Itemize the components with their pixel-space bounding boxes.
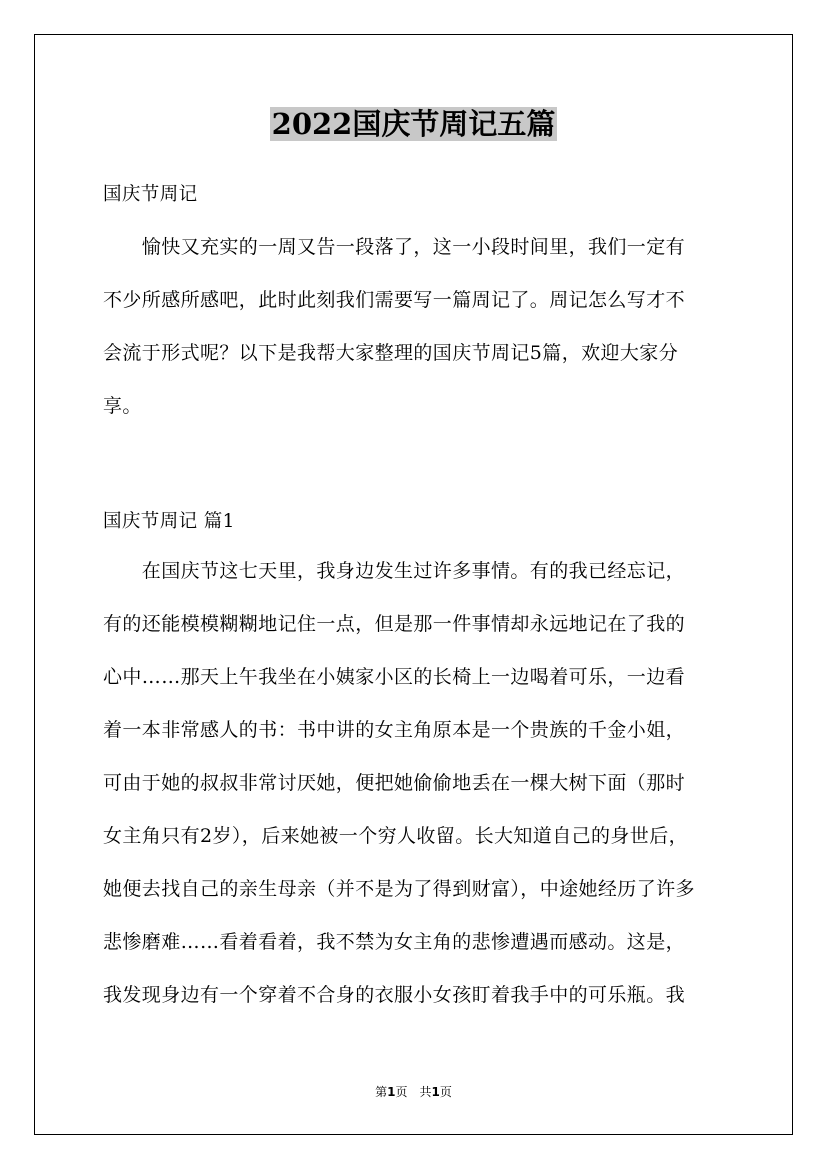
section-heading: 国庆节周记 篇1	[103, 511, 235, 532]
intro-line: 愉快又充实的一周又告一段落了，这一小段时间里，我们一定有	[103, 236, 686, 258]
section-line: 女主角只有2岁），后来她被一个穷人收留。长大知道自己的身世后，	[103, 825, 688, 847]
section-line: 她便去找自己的亲生母亲（并不是为了得到财富），中途她经历了许多	[103, 878, 695, 900]
section-paragraph	[103, 545, 743, 1022]
footer-page-total: 1	[431, 1085, 440, 1099]
footer-page-number: 1	[387, 1085, 396, 1099]
footer-mid: 页 共	[395, 1085, 432, 1099]
section-line: 我发现身边有一个穿着不合身的衣服小女孩盯着我手中的可乐瓶。我	[103, 984, 686, 1006]
intro-line: 不少所感所感吧，此时此刻我们需要写一篇周记了。周记怎么写才不	[103, 289, 686, 311]
page-footer	[0, 1083, 827, 1100]
section-line: 可由于她的叔叔非常讨厌她，便把她偷偷地丢在一棵大树下面（那时	[103, 772, 686, 794]
intro-line: 会流于形式呢？以下是我帮大家整理的国庆节周记5篇，欢迎大家分	[103, 342, 679, 364]
section-line: 悲惨磨难……看着看着，我不禁为女主角的悲惨遭遇而感动。这是，	[103, 931, 686, 953]
footer-prefix: 第	[375, 1085, 388, 1099]
document-title	[0, 104, 827, 144]
footer-suffix: 页	[439, 1085, 452, 1099]
section-line: 着一本非常感人的书：书中讲的女主角原本是一个贵族的千金小姐，	[103, 719, 686, 741]
document-title-text: 2022国庆节周记五篇	[271, 107, 556, 141]
section-line: 心中……那天上午我坐在小姨家小区的长椅上一边喝着可乐，一边看	[103, 666, 686, 688]
section-line: 在国庆节这七天里，我身边发生过许多事情。有的我已经忘记，	[103, 560, 686, 582]
intro-line: 享。	[103, 395, 142, 417]
intro-paragraph	[103, 221, 743, 433]
section-line: 有的还能模模糊糊地记住一点，但是那一件事情却永远地记在了我的	[103, 613, 686, 635]
intro-heading: 国庆节周记	[103, 184, 198, 205]
